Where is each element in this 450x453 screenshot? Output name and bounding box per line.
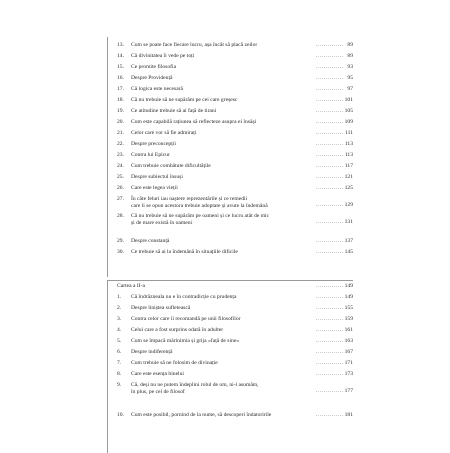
entry-number: 15. [117, 64, 124, 70]
entry-title: Despre Providență [131, 75, 173, 81]
leader-dots: .............. [316, 202, 344, 209]
entry-page-number: 89 [347, 53, 353, 60]
leader-dots: .............. [316, 86, 344, 93]
entry-page-number: 145 [344, 249, 353, 256]
entry-page-number: 163 [344, 338, 353, 345]
entry-page-number: 171 [344, 360, 353, 367]
entry-title: În câte feluri iau naștere reprezentările și ce remedii care li se opun acestora trebuie adoptate și avute la îndemână [131, 196, 268, 209]
entry-number: 18. [117, 97, 124, 103]
entry-title: Cum trebuie combătute dificultățile [131, 163, 211, 169]
toc-entry [107, 53, 353, 60]
entry-title: Că îndrăzneala nu e în contradicție cu prudența [131, 294, 237, 300]
entry-title: Cum se împacă mărinimia și grija «față de sine» [131, 338, 240, 344]
toc-entry [107, 412, 353, 419]
entry-number: 3. [117, 316, 122, 322]
leader-dots: .............. [316, 185, 344, 192]
toc-entry [107, 174, 353, 181]
entry-page-number: 181 [344, 412, 353, 419]
entry-number: 29. [117, 238, 124, 244]
entry-number: 19. [117, 108, 124, 114]
toc-entry [107, 327, 353, 334]
entry-title: Că nu trebuie să ne supărăm pe oameni și ce lucru atât de mic și de mare există în oameni [131, 213, 270, 226]
toc-entry [107, 360, 353, 367]
toc-entry [107, 338, 353, 345]
section-divider [107, 280, 353, 281]
entry-page-number: 131 [344, 219, 353, 226]
entry-title: Despre subiectul însuși [131, 174, 183, 180]
entry-number: 5. [117, 338, 122, 344]
entry-page-number: 113 [344, 152, 353, 159]
leader-dots: .............. [316, 238, 344, 245]
toc-entry [107, 64, 353, 71]
toc-entry [107, 185, 353, 192]
entry-title: Că logica este necesară [131, 86, 184, 92]
toc-entry [107, 152, 353, 159]
toc-entry [107, 86, 353, 93]
entry-page-number: 117 [344, 163, 353, 170]
entry-number: 1. [117, 294, 122, 300]
entry-page-number: 105 [344, 108, 353, 115]
entry-title: Că nu trebuie să ne supărăm pe cei care greșesc [131, 97, 238, 103]
leader-dots: .............. [316, 338, 344, 345]
leader-dots: .............. [316, 327, 344, 334]
toc-entry [107, 130, 353, 137]
entry-number: 27. [117, 196, 124, 202]
entry-number: 17. [117, 86, 124, 92]
toc-entry [107, 371, 353, 378]
toc-entry [107, 305, 353, 312]
toc-entry [107, 141, 353, 148]
toc-entry [107, 75, 353, 82]
entry-page-number: 113 [344, 141, 353, 148]
entry-page-number: 167 [344, 349, 353, 356]
entry-title: Contra celor care îi recomandă pe unii filosofilor [131, 316, 241, 322]
toc-entry [107, 316, 353, 323]
leader-dots: .............. [316, 283, 344, 290]
entry-number: 20. [117, 119, 124, 125]
leader-dots: .............. [316, 174, 344, 181]
entry-title: Despre indiferență [131, 349, 173, 355]
leader-dots: .............. [316, 97, 344, 104]
entry-number: 30. [117, 249, 124, 255]
entry-title: Care este esența binelui [131, 371, 184, 377]
entry-number: 21. [117, 130, 124, 136]
leader-dots: .............. [316, 305, 344, 312]
entry-page-number: 129 [344, 202, 353, 209]
leader-dots: .............. [316, 64, 344, 71]
entry-number: 24. [117, 163, 124, 169]
leader-dots: .............. [316, 163, 344, 170]
entry-title: Contra lui Epicur [131, 152, 170, 158]
entry-number: 10. [117, 412, 124, 418]
section-heading [107, 283, 353, 290]
entry-number: 2. [117, 305, 122, 311]
entry-title: Despre constanță [131, 238, 170, 244]
entry-number: 28. [117, 213, 124, 219]
leader-dots: .............. [316, 294, 344, 301]
toc-entry [107, 119, 353, 126]
entry-page-number: 137 [344, 238, 353, 245]
entry-page-number: 159 [344, 316, 353, 323]
leader-dots: .............. [316, 316, 344, 323]
entry-number: 26. [117, 185, 124, 191]
entry-page-number: 109 [344, 119, 353, 126]
entry-title: Care este legea vieții [131, 185, 178, 191]
entry-title: Celui care a fost surprins odată în adulter [131, 327, 224, 333]
entry-page-number: 173 [344, 371, 353, 378]
leader-dots: .............. [316, 130, 344, 137]
toc-entry [107, 196, 353, 209]
leader-dots: .............. [316, 75, 344, 82]
toc-entry [107, 382, 353, 395]
entry-title: Ce atitudine trebuie să ai față de tirani [131, 108, 217, 114]
toc-entry [107, 108, 353, 115]
entry-page-number: 101 [344, 97, 353, 104]
entry-number: 13. [117, 42, 124, 48]
leader-dots: .............. [316, 360, 344, 367]
entry-page-number: 121 [344, 174, 353, 181]
entry-title: Despre preconcepții [131, 141, 176, 147]
leader-dots: .............. [316, 349, 344, 356]
entry-page-number: 177 [344, 388, 353, 395]
entry-page-number: 111 [345, 130, 353, 137]
entry-page-number: 161 [344, 327, 353, 334]
entry-title: Cum se poate face fiecare lucru, așa încât să placă zeilor [131, 42, 258, 48]
entry-number: 7. [117, 360, 122, 366]
toc-entry [107, 249, 353, 256]
entry-page-number: 125 [344, 185, 353, 192]
toc-entry [107, 213, 353, 226]
toc-entry [107, 238, 353, 245]
entry-number: 14. [117, 53, 124, 59]
entry-title: Cum trebuie să ne folosim de divinație [131, 360, 218, 366]
leader-dots: .............. [316, 42, 344, 49]
entry-number: 8. [117, 371, 122, 377]
entry-title: Cum este capabilă rațiunea să reflecteze asupra ei însăși [131, 119, 257, 125]
entry-page-number: 155 [344, 305, 353, 312]
entry-number: 6. [117, 349, 122, 355]
toc-entry [107, 349, 353, 356]
leader-dots: .............. [316, 152, 344, 159]
entry-number: 9. [117, 382, 122, 388]
entry-number: 23. [117, 152, 124, 158]
leader-dots: .............. [316, 108, 344, 115]
entry-title: Că divinitatea îi vede pe toți [131, 53, 195, 59]
entry-title: Celor care vor să fie admirați [131, 130, 197, 136]
entry-number: 16. [117, 75, 124, 81]
leader-dots: .............. [316, 371, 344, 378]
entry-title: Ce trebuie să ai la îndemână în situațiile dificile [131, 249, 238, 255]
entry-page-number: 149 [344, 294, 353, 301]
leader-dots: .............. [316, 249, 344, 256]
toc-entry [107, 163, 353, 170]
entry-title: Despre liniștea sufletească [131, 305, 191, 311]
entry-title: Ce promite filosofia [131, 64, 177, 70]
leader-dots: .............. [316, 119, 344, 126]
toc-entry [107, 97, 353, 104]
leader-dots: .............. [316, 388, 344, 395]
leader-dots: .............. [316, 141, 344, 148]
toc-entry [107, 42, 353, 49]
entry-number: 22. [117, 141, 124, 147]
entry-number: 4. [117, 327, 122, 333]
toc-entry [107, 294, 353, 301]
leader-dots: .............. [316, 219, 344, 226]
section-page-number: 149 [344, 283, 353, 290]
entry-title: Că, deși nu ne putem îndeplini rolul de om, ni-l asumăm, în plus, pe cel de filosof [131, 382, 259, 395]
entry-page-number: 95 [347, 75, 353, 82]
entry-page-number: 93 [347, 64, 353, 71]
leader-dots: .............. [316, 412, 344, 419]
entry-number: 25. [117, 174, 124, 180]
entry-page-number: 89 [347, 42, 353, 49]
leader-dots: .............. [316, 53, 344, 60]
section-title: Cartea a II-a [117, 283, 145, 289]
entry-page-number: 97 [347, 86, 353, 93]
entry-title: Cum este posibil, pornind de la nume, să descoperi îndatoririle [131, 412, 272, 418]
